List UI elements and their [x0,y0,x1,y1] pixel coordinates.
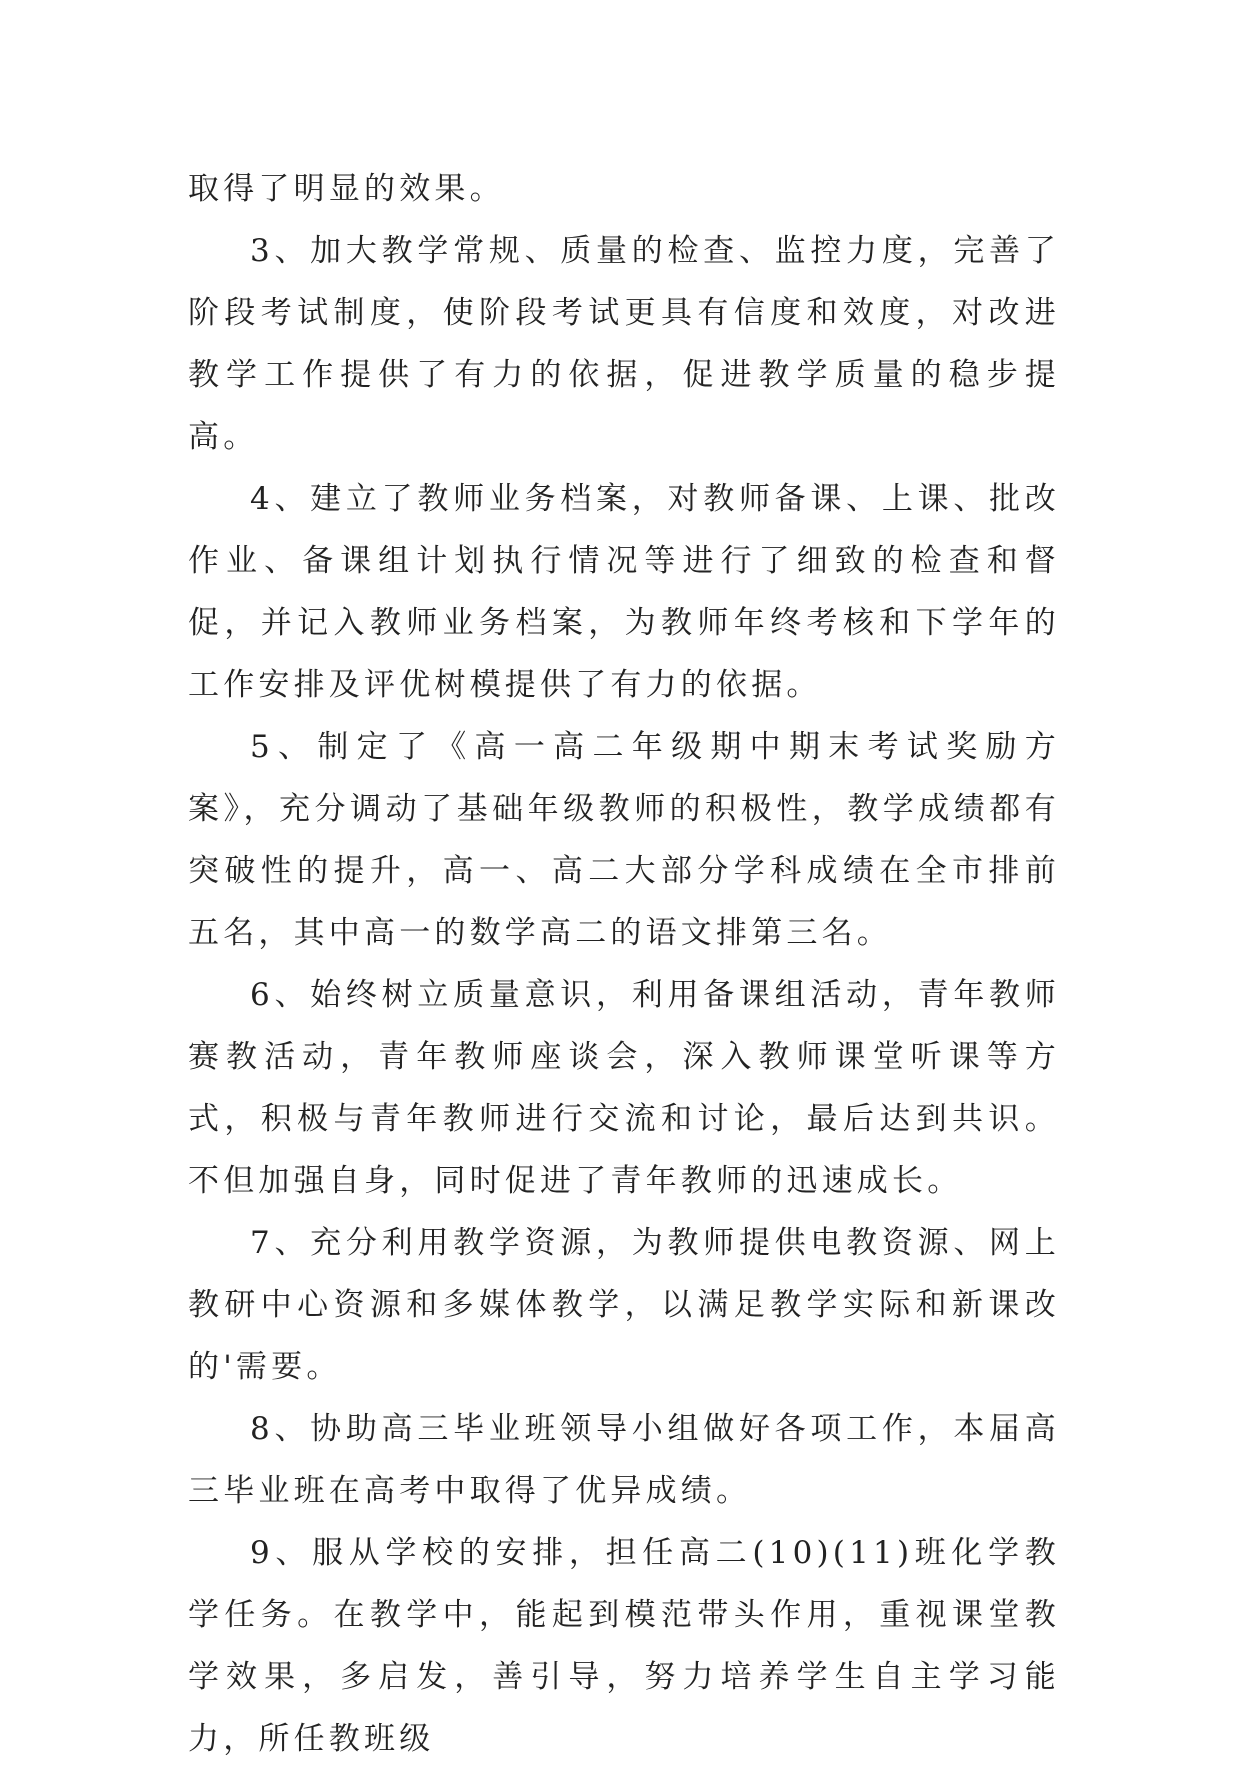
paragraph-item-7: 7、充分利用教学资源，为教师提供电教资源、网上教研中心资源和多媒体教学，以满足教学实际和新课改的'需要。 [188,1225,1060,1385]
paragraph-item-8: 8、协助高三毕业班领导小组做好各项工作，本届高三毕业班在高考中取得了优异成绩。 [188,1411,1060,1509]
paragraph-continuation: 取得了明显的效果。 [188,171,505,207]
paragraph-item-4: 4、建立了教师业务档案，对教师备课、上课、批改作业、备课组计划执行情况等进行了细致的检查和督促，并记入教师业务档案，为教师年终考核和下学年的工作安排及评优树模提供了有力的依据。 [188,481,1060,703]
paragraph-item-9: 9、服从学校的安排，担任高二(10)(11)班化学教学任务。在教学中，能起到模范带头作用，重视课堂教学效果，多启发，善引导，努力培养学生自主学习能力，所任教班级 [188,1535,1060,1757]
paragraph-item-6: 6、始终树立质量意识，利用备课组活动，青年教师赛教活动，青年教师座谈会，深入教师课堂听课等方式，积极与青年教师进行交流和讨论，最后达到共识。不但加强自身，同时促进了青年教师的迅速成长。 [188,977,1060,1199]
paragraph-item-5: 5、制定了《高一高二年级期中期末考试奖励方案》，充分调动了基础年级教师的积极性，教学成绩都有突破性的提升，高一、高二大部分学科成绩在全市排前五名，其中高一的数学高二的语文排第三名。 [188,729,1060,951]
document-body [188,158,1060,1770]
paragraph-item-3: 3、加大教学常规、质量的检查、监控力度，完善了阶段考试制度，使阶段考试更具有信度和效度，对改进教学工作提供了有力的依据，促进教学质量的稳步提高。 [188,233,1060,455]
